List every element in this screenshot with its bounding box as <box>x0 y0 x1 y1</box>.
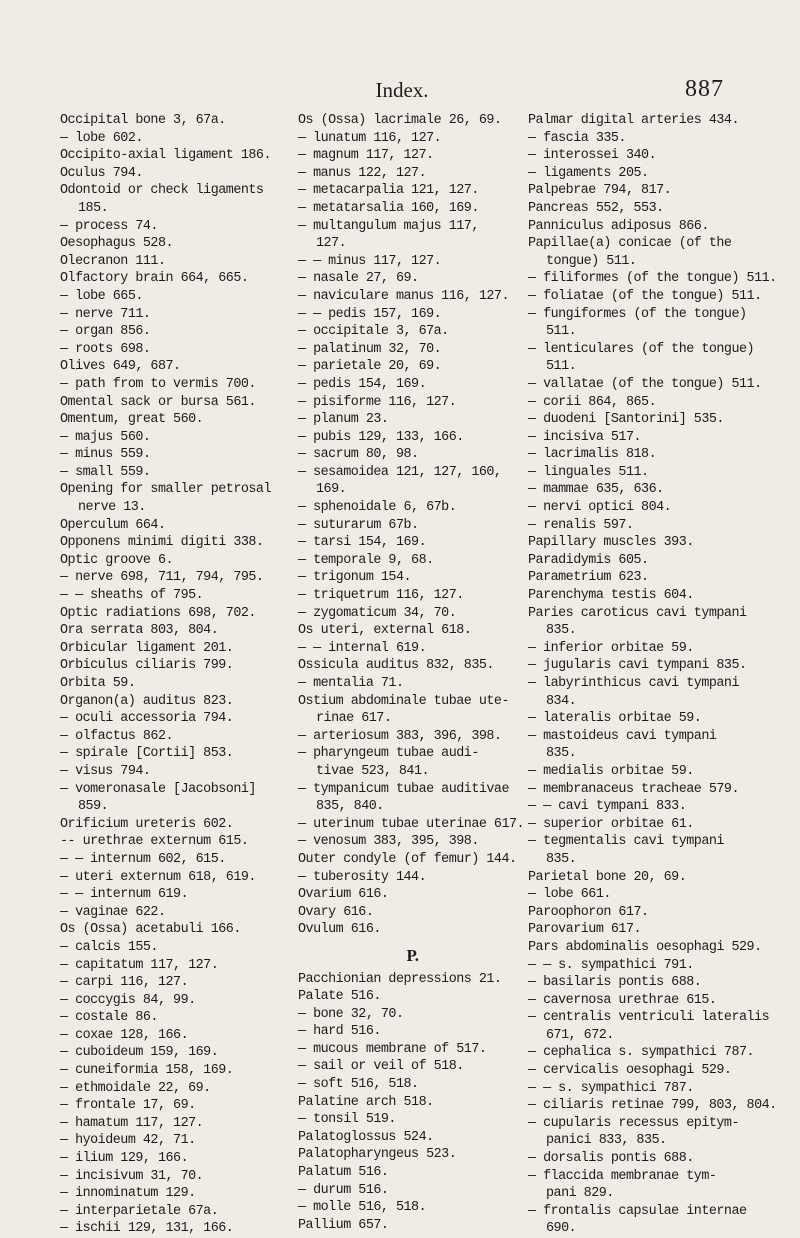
index-entry: — coxae 128, 166. <box>60 1027 189 1043</box>
index-entry: — cephalica s. sympathici 787. <box>528 1045 755 1061</box>
index-entry: — olfactus 862. <box>60 728 174 744</box>
index-entry: — bone 32, 70. <box>298 1006 404 1022</box>
index-entry: Orbiculus ciliaris 799. <box>60 658 234 674</box>
index-entry: — arteriosum 383, 396, 398. <box>298 728 502 744</box>
index-entry: — — internal 619. <box>298 640 427 656</box>
index-entry: — palatinum 32, 70. <box>298 341 442 357</box>
index-entry-continuation: 690. <box>546 1221 577 1237</box>
index-entry: Ovary 616. <box>298 904 374 920</box>
index-entry: — coccygis 84, 99. <box>60 992 196 1008</box>
index-entry: Papillary muscles 393. <box>528 535 694 551</box>
index-entry: Occipital bone 3, 67a. <box>60 113 226 128</box>
index-entry: Panniculus adiposus 866. <box>528 218 709 234</box>
index-entry: — metatarsalia 160, 169. <box>298 200 479 216</box>
index-entry-continuation: 859. <box>78 799 109 815</box>
index-entry: Pars abdominalis oesophagi 529. <box>528 939 762 955</box>
index-entry-continuation: 511. <box>546 324 577 340</box>
index-entry: — mentalia 71. <box>298 676 404 691</box>
index-entry: — planum 23. <box>298 412 389 428</box>
index-entry: — nervi optici 804. <box>528 500 672 516</box>
index-entry: -- urethrae externum 615. <box>60 834 249 850</box>
index-entry: — tympanicum tubae auditivae <box>298 781 509 797</box>
index-entry: — labyrinthicus cavi tympani <box>528 676 739 691</box>
index-entry: Palate 516. <box>298 989 381 1005</box>
index-entry-continuation: 671, 672. <box>546 1027 614 1043</box>
index-entry: Ora serrata 803, 804. <box>60 623 219 639</box>
index-entry: Olecranon 111. <box>60 253 166 269</box>
index-entry-continuation: 835. <box>546 623 577 639</box>
index-entry: Pacchionian depressions 21. <box>298 971 502 987</box>
index-entry: — ethmoidale 22, 69. <box>60 1080 211 1096</box>
index-entry: — frontale 17, 69. <box>60 1098 196 1114</box>
index-entry: Ovulum 616. <box>298 922 381 938</box>
index-entry: — centralis ventriculi lateralis <box>528 1010 770 1026</box>
index-entry: — linguales 511. <box>528 464 649 480</box>
index-entry: — tegmentalis cavi tympani <box>528 834 724 850</box>
index-entry: — cuboideum 159, 169. <box>60 1045 219 1061</box>
index-entry-continuation: 185. <box>78 200 109 216</box>
index-entry: — sail or veil of 518. <box>298 1059 464 1075</box>
index-entry: — medialis orbitae 59. <box>528 763 694 779</box>
index-entry: — innominatum 129. <box>60 1186 196 1202</box>
index-entry: — fascia 335. <box>528 130 626 146</box>
index-entry: — parietale 20, 69. <box>298 359 442 375</box>
index-entry: Os uteri, external 618. <box>298 623 472 639</box>
index-entry-continuation: 127. <box>316 236 347 252</box>
index-entry: — sphenoidale 6, 67b. <box>298 500 457 516</box>
index-entry: — sacrum 80, 98. <box>298 447 419 463</box>
index-entry-continuation: rinae 617. <box>316 711 392 727</box>
index-entry: — tarsi 154, 169. <box>298 535 427 551</box>
index-entry: Operculum 664. <box>60 517 166 533</box>
index-entry: Oculus 794. <box>60 165 143 181</box>
index-entry: Olfactory brain 664, 665. <box>60 271 249 287</box>
index-entry: — metacarpalia 121, 127. <box>298 183 479 199</box>
index-entry: — — cavi tympani 833. <box>528 799 687 815</box>
index-entry: Olives 649, 687. <box>60 359 181 375</box>
index-entry: — minus 559. <box>60 447 151 463</box>
index-entry: Paries caroticus cavi tympani <box>528 605 747 621</box>
index-entry: — soft 516, 518. <box>298 1077 419 1093</box>
index-entry: — carpi 116, 127. <box>60 975 189 991</box>
index-entry: — magnum 117, 127. <box>298 148 434 164</box>
index-entry: — nasale 27, 69. <box>298 271 419 287</box>
index-entry: — fungiformes (of the tongue) <box>528 306 747 322</box>
index-entry: Papillae(a) conicae (of the <box>528 236 732 252</box>
index-entry: Parovarium 617. <box>528 922 642 938</box>
index-entry-continuation: panici 833, 835. <box>546 1133 667 1149</box>
index-entry: — pharyngeum tubae audi- <box>298 746 479 762</box>
index-entry: — ilium 129, 166. <box>60 1151 189 1167</box>
index-entry: — sesamoidea 121, 127, 160, <box>298 464 502 480</box>
index-entry: — hard 516. <box>298 1024 381 1040</box>
index-entry: — calcis 155. <box>60 939 158 955</box>
index-entry: — roots 698. <box>60 341 151 357</box>
index-entry: — triquetrum 116, 127. <box>298 588 464 604</box>
index-entry: — organ 856. <box>60 324 151 340</box>
index-entry: — cavernosa urethrae 615. <box>528 992 717 1008</box>
index-entry: — manus 122, 127. <box>298 165 427 181</box>
index-entry-continuation: 834. <box>546 693 577 709</box>
index-entry: Orbita 59. <box>60 676 136 691</box>
index-entry-continuation: tongue) 511. <box>546 253 637 269</box>
index-entry: Palatoglossus 524. <box>298 1129 434 1145</box>
index-entry: — renalis 597. <box>528 517 634 533</box>
index-entry: — majus 560. <box>60 429 151 445</box>
index-entry: — nerve 711. <box>60 306 151 322</box>
index-entry-continuation: 835, 840. <box>316 799 384 815</box>
index-entry-continuation: 511. <box>546 359 577 375</box>
index-entry: — lobe 602. <box>60 130 143 146</box>
index-entry: — foliatae (of the tongue) 511. <box>528 288 762 304</box>
index-entry: Oesophagus 528. <box>60 236 174 252</box>
index-entry: — — internum 619. <box>60 887 189 903</box>
index-entry-continuation: 169. <box>316 482 347 498</box>
index-entry: Outer condyle (of femur) 144. <box>298 851 517 867</box>
index-entry: — suturarum 67b. <box>298 517 419 533</box>
index-entry: — visus 794. <box>60 763 151 779</box>
index-entry: Parametrium 623. <box>528 570 649 586</box>
index-entry: — interparietale 67a. <box>60 1203 219 1219</box>
index-entry: Orbicular ligament 201. <box>60 640 234 656</box>
index-entry: Paroophoron 617. <box>528 904 649 920</box>
index-entry: — vomeronasale [Jacobsoni] <box>60 781 256 797</box>
running-title: Index. <box>375 78 429 102</box>
index-column-3 <box>528 112 777 1238</box>
index-entry: Omental sack or bursa 561. <box>60 394 256 410</box>
index-entry: — costale 86. <box>60 1010 158 1026</box>
index-entry: — — sheaths of 795. <box>60 588 204 604</box>
index-entry: — cuneiformia 158, 169. <box>60 1063 234 1079</box>
index-entry: — frontalis capsulae internae <box>528 1203 747 1219</box>
index-entry: — pisiforme 116, 127. <box>298 394 457 410</box>
index-entry: — temporale 9, 68. <box>298 552 434 568</box>
index-entry: Pancreas 552, 553. <box>528 200 664 216</box>
index-entry: — tuberosity 144. <box>298 869 427 885</box>
index-entry: — jugularis cavi tympani 835. <box>528 658 747 674</box>
index-entry: Pallium 657. <box>298 1217 389 1233</box>
index-entry: — superior orbitae 61. <box>528 816 694 832</box>
index-entry: — dorsalis pontis 688. <box>528 1151 694 1167</box>
index-entry: — pedis 154, 169. <box>298 376 427 392</box>
index-entry: Ossicula auditus 832, 835. <box>298 658 494 674</box>
index-entry: — venosum 383, 395, 398. <box>298 834 479 850</box>
index-column-1 <box>60 112 296 1238</box>
index-entry: — mucous membrane of 517. <box>298 1041 487 1057</box>
page-header <box>80 58 724 102</box>
index-entry: — filiformes (of the tongue) 511. <box>528 271 777 287</box>
index-entry: — path from to vermis 700. <box>60 376 256 392</box>
index-entry: — capitatum 117, 127. <box>60 957 219 973</box>
index-entry: — trigonum 154. <box>298 570 412 586</box>
section-letter: P. <box>406 945 419 965</box>
index-entry: Palmar digital arteries 434. <box>528 113 739 128</box>
page-number: 887 <box>685 76 724 102</box>
index-entry: — ligaments 205. <box>528 165 649 181</box>
index-entry: Os (Ossa) lacrimale 26, 69. <box>298 113 502 128</box>
index-entry: — multangulum majus 117, <box>298 218 479 234</box>
index-entry: Omentum, great 560. <box>60 412 204 428</box>
index-entry: — flaccida membranae tym- <box>528 1168 717 1184</box>
index-entry: Opponens minimi digiti 338. <box>60 535 264 551</box>
index-entry: — lateralis orbitae 59. <box>528 711 702 727</box>
index-entry: Organon(a) auditus 823. <box>60 693 234 709</box>
index-entry: — occipitale 3, 67a. <box>298 324 449 340</box>
index-entry: — zygomaticum 34, 70. <box>298 605 457 621</box>
index-entry: — — internum 602, 615. <box>60 851 226 867</box>
index-entry: Ostium abdominale tubae ute- <box>298 693 509 709</box>
index-entry: — corii 864, 865. <box>528 394 657 410</box>
index-entry: — hyoideum 42, 71. <box>60 1133 196 1149</box>
index-entry: — incisivum 31, 70. <box>60 1168 204 1184</box>
index-entry: — pubis 129, 133, 166. <box>298 429 464 445</box>
index-entry: — inferior orbitae 59. <box>528 640 694 656</box>
index-entry: — lenticulares (of the tongue) <box>528 341 755 357</box>
index-entry: Optic radiations 698, 702. <box>60 605 256 621</box>
index-entry: — cupularis recessus epitym- <box>528 1115 739 1131</box>
index-entry: — ischii 129, 131, 166. <box>60 1221 234 1237</box>
index-entry: — duodeni [Santorini] 535. <box>528 412 724 428</box>
index-entry: Os (Ossa) acetabuli 166. <box>60 922 241 938</box>
index-entry: Palatine arch 518. <box>298 1094 434 1110</box>
index-entry: Palpebrae 794, 817. <box>528 183 672 199</box>
index-entry: — lobe 661. <box>528 887 611 903</box>
index-entry: — vaginae 622. <box>60 904 166 920</box>
index-entry: Ovarium 616. <box>298 887 389 903</box>
index-entry: — ciliaris retinae 799, 803, 804. <box>528 1098 777 1114</box>
index-entry: Parenchyma testis 604. <box>528 588 694 604</box>
index-column-2 <box>298 112 527 1234</box>
index-entry: — interossei 340. <box>528 148 657 164</box>
index-entry: — basilaris pontis 688. <box>528 975 702 991</box>
index-entry: Paradidymis 605. <box>528 552 649 568</box>
index-entry: Odontoid or check ligaments <box>60 183 264 199</box>
index-entry: — uterinum tubae uterinae 617. <box>298 816 525 832</box>
index-entry-continuation: nerve 13. <box>78 500 146 516</box>
index-entry: — vallatae (of the tongue) 511. <box>528 376 762 392</box>
index-entry: — cervicalis oesophagi 529. <box>528 1063 732 1079</box>
index-entry: — uteri externum 618, 619. <box>60 869 256 885</box>
index-entry: — incisiva 517. <box>528 429 642 445</box>
index-entry: — membranaceus tracheae 579. <box>528 781 739 797</box>
index-entry-continuation: 835. <box>546 746 577 762</box>
index-entry: — lacrimalis 818. <box>528 447 657 463</box>
index-entry: — spirale [Cortii] 853. <box>60 746 234 762</box>
index-entry-continuation: pani 829. <box>546 1186 614 1202</box>
index-entry: — nerve 698, 711, 794, 795. <box>60 570 264 586</box>
index-entry-continuation: tivae 523, 841. <box>316 763 430 779</box>
index-entry: — mastoideus cavi tympani <box>528 728 717 744</box>
index-entry: Palatum 516. <box>298 1165 389 1181</box>
index-entry: — hamatum 117, 127. <box>60 1115 204 1131</box>
index-entry: — — s. sympathici 787. <box>528 1080 694 1096</box>
index-entry: Palatopharyngeus 523. <box>298 1147 457 1163</box>
index-entry: Orificium ureteris 602. <box>60 816 234 832</box>
index-entry: — mammae 635, 636. <box>528 482 664 498</box>
index-entry: Occipito-axial ligament 186. <box>60 148 271 164</box>
index-entry: — oculi accessoria 794. <box>60 711 234 727</box>
index-entry: Parietal bone 20, 69. <box>528 869 687 885</box>
index-entry: — small 559. <box>60 464 151 480</box>
index-entry-continuation: 835. <box>546 851 577 867</box>
index-entry: — — s. sympathici 791. <box>528 957 694 973</box>
index-entry: — lobe 665. <box>60 288 143 304</box>
index-entry: — durum 516. <box>298 1182 389 1198</box>
index-entry: — tonsil 519. <box>298 1112 396 1128</box>
index-entry: — — minus 117, 127. <box>298 253 442 269</box>
index-entry: — lunatum 116, 127. <box>298 130 442 146</box>
index-entry: — — pedis 157, 169. <box>298 306 442 322</box>
index-entry: — naviculare manus 116, 127. <box>298 288 509 304</box>
index-entry: — molle 516, 518. <box>298 1200 427 1216</box>
index-entry: Opening for smaller petrosal <box>60 482 271 498</box>
index-entry: — process 74. <box>60 218 158 234</box>
index-entry: Optic groove 6. <box>60 552 174 568</box>
